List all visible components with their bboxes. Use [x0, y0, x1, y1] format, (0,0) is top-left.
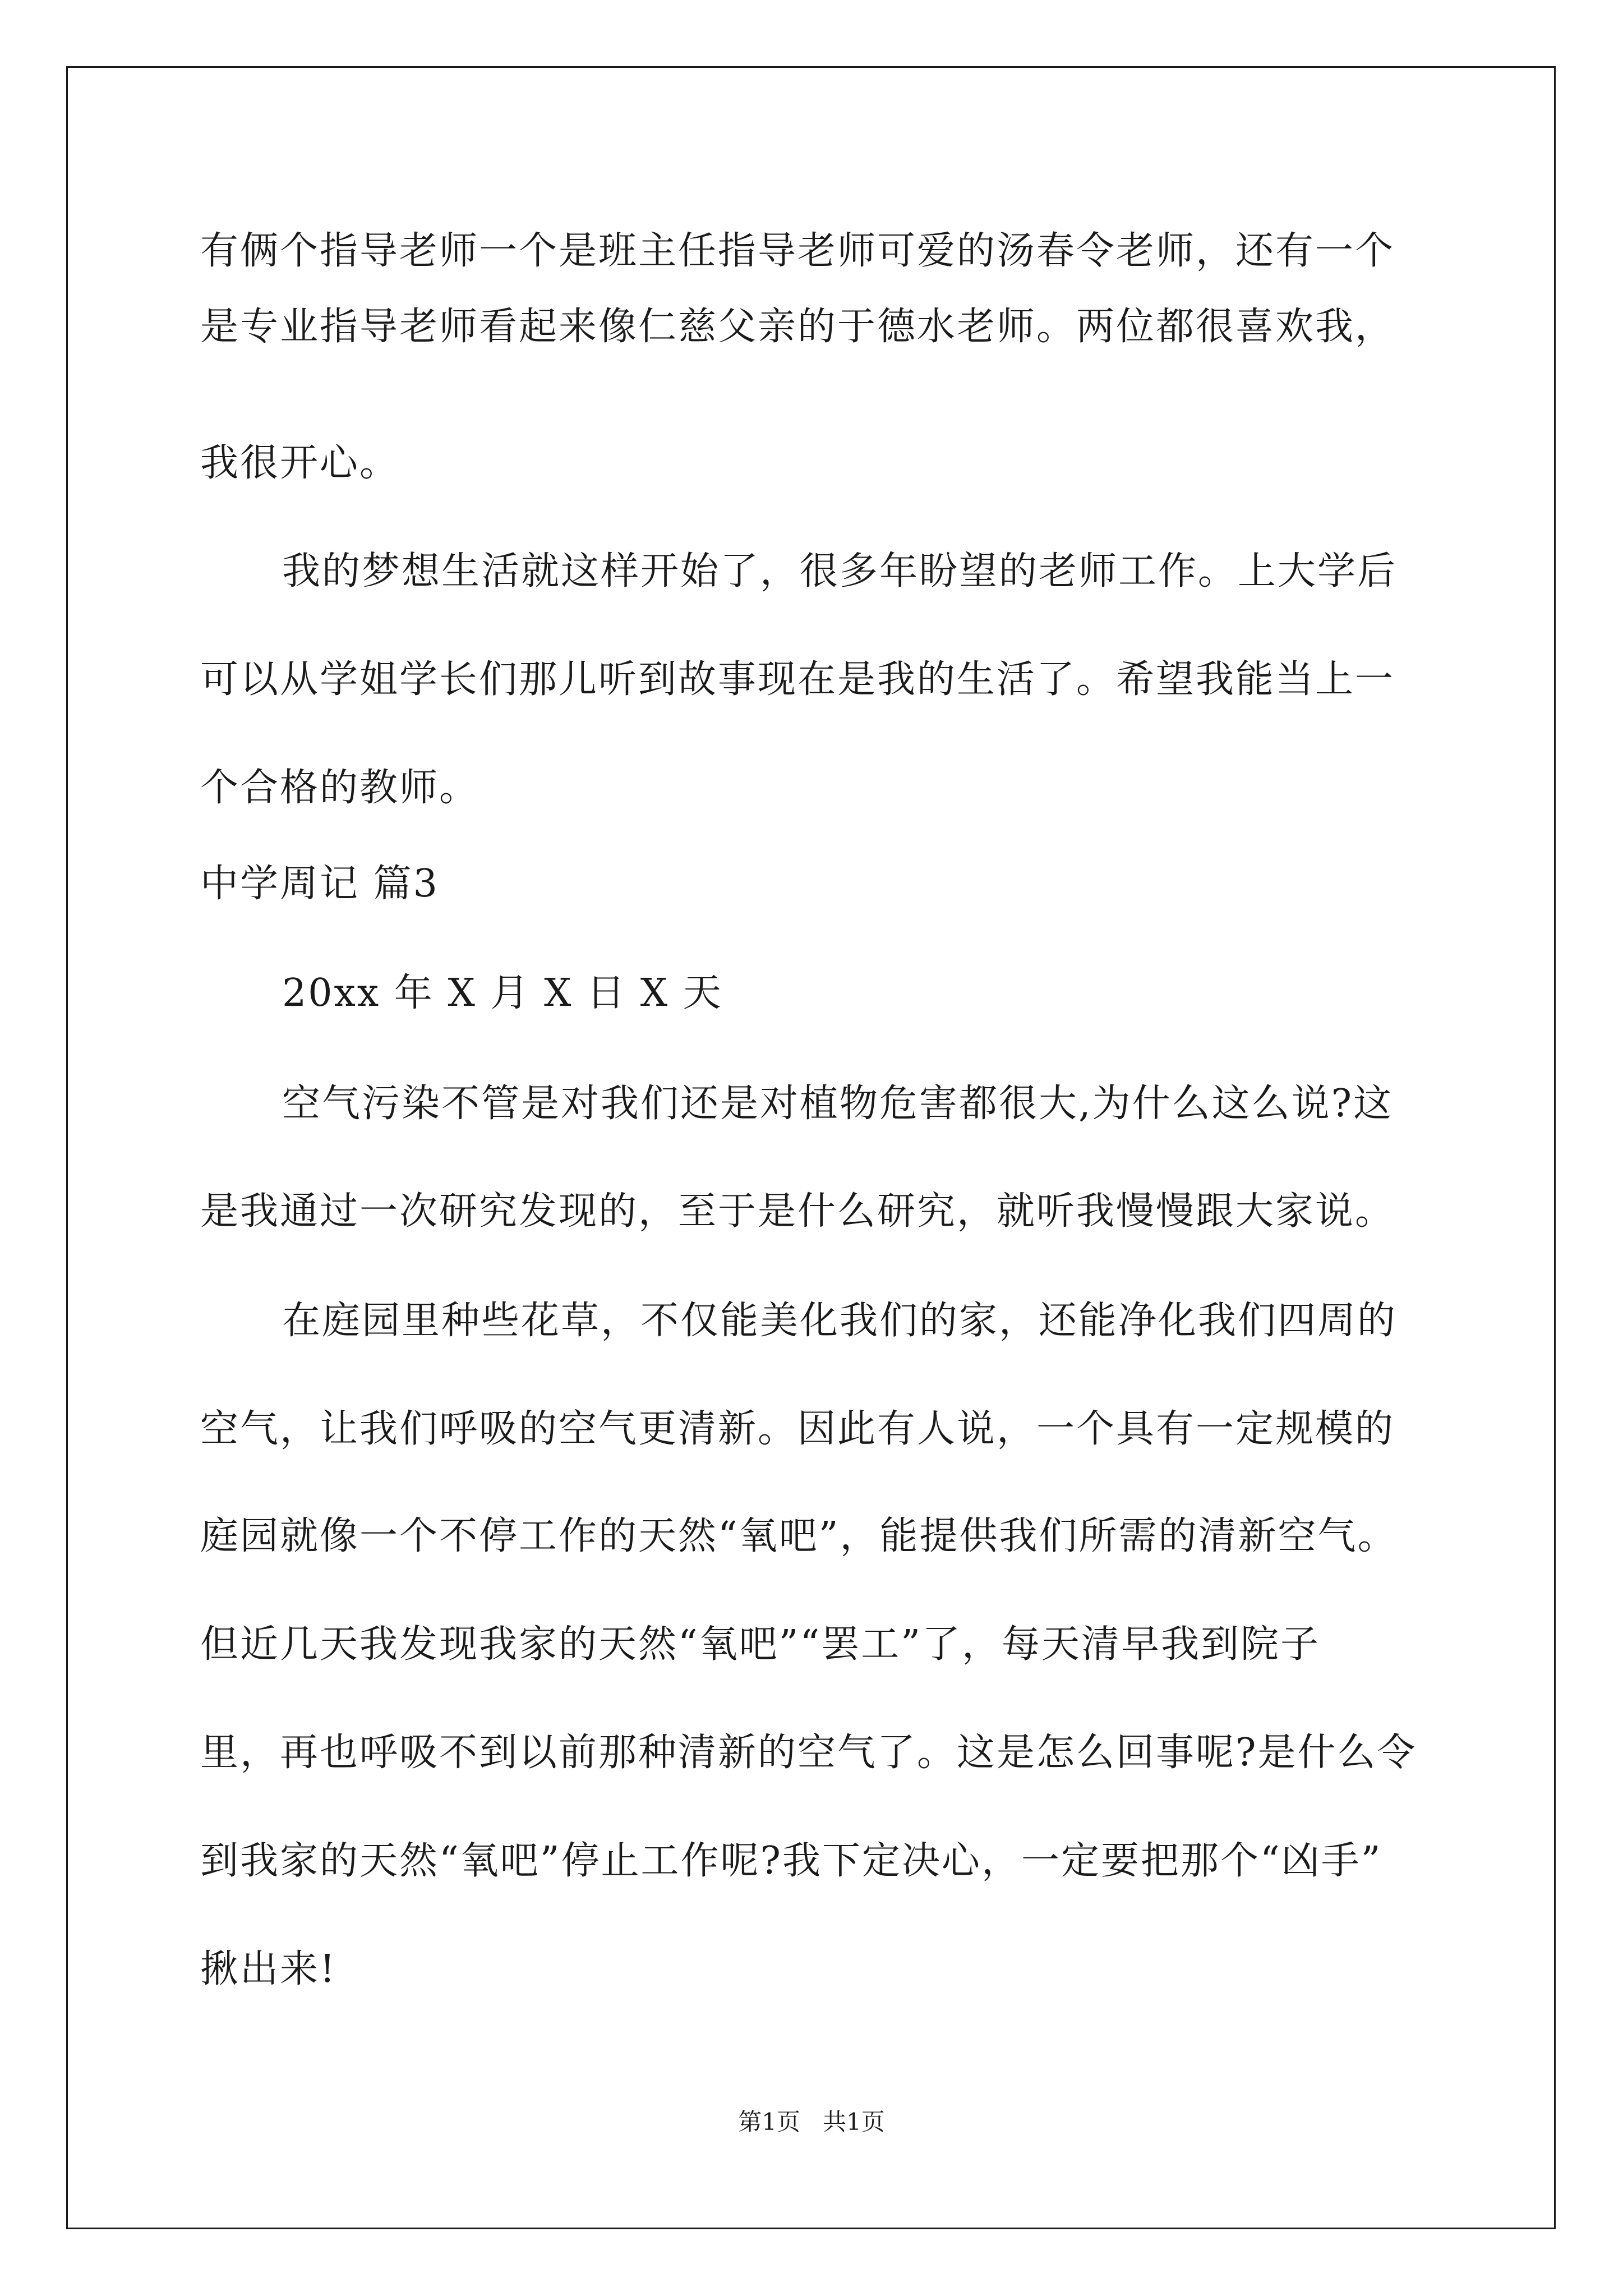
text-line: 我的梦想生活就这样开始了，很多年盼望的老师工作。上大学后: [282, 549, 1398, 593]
text-line: 到我家的天然“氧吧”停止工作呢?我下定决心，一定要把那个“凶手”: [200, 1839, 1382, 1883]
text-line: 空气污染不管是对我们还是对植物危害都很大,为什么这么说?这: [282, 1082, 1394, 1126]
text-line: 揪出来!: [200, 1947, 337, 1991]
text-line: 是专业指导老师看起来像仁慈父亲的于德水老师。两位都很喜欢我，: [200, 305, 1395, 349]
text-line: 有俩个指导老师一个是班主任指导老师可爱的汤春令老师，还有一个: [200, 229, 1395, 273]
page-border: [66, 66, 1556, 2229]
text-line: 但近几天我发现我家的天然“氧吧”“罢工”了，每天清早我到院子: [200, 1622, 1321, 1667]
text-line: 庭园就像一个不停工作的天然“氧吧”，能提供我们所需的清新空气。: [200, 1514, 1398, 1558]
text-line: 是我通过一次研究发现的，至于是什么研究，就听我慢慢跟大家说。: [200, 1189, 1395, 1234]
section-heading: 中学周记 篇3: [200, 862, 439, 906]
text-line: 个合格的教师。: [200, 766, 479, 810]
text-line: 里，再也呼吸不到以前那种清新的空气了。这是怎么回事呢?是什么令: [200, 1731, 1417, 1775]
page-number-footer: 第1页 共1页: [738, 2108, 885, 2136]
text-line: 我很开心。: [200, 441, 400, 485]
text-line: 在庭园里种些花草，不仅能美化我们的家，还能净化我们四周的: [282, 1299, 1398, 1343]
text-line: 空气，让我们呼吸的空气更清新。因此有人说，一个具有一定规模的: [200, 1407, 1395, 1451]
date-line: 20xx 年 X 月 X 日 X 天: [282, 971, 723, 1015]
text-line: 可以从学姐学长们那儿听到故事现在是我的生活了。希望我能当上一: [200, 657, 1395, 702]
